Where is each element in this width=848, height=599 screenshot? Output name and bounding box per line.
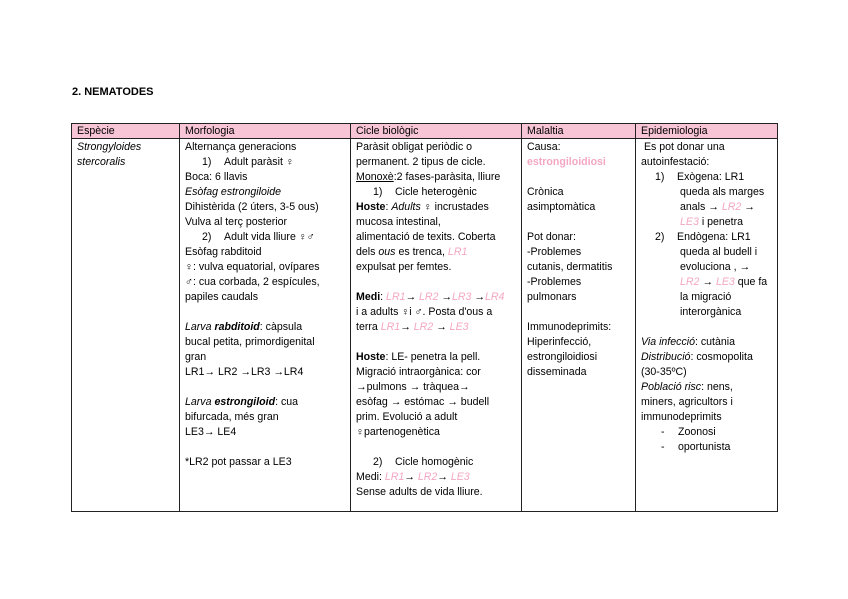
morf-line: bucal petita, primordigenital: [185, 336, 315, 348]
malaltia-line: pulmonars: [527, 291, 577, 303]
cicle-line: [356, 290, 517, 305]
epi-line: [641, 425, 773, 440]
epi-text: Zoonosi: [678, 426, 716, 438]
epi-line: [641, 380, 773, 395]
epi-text: oportunista: [678, 441, 731, 453]
morf-line: ♂: cua corbada, 2 espícules,: [185, 276, 320, 288]
morf-text: Adult vida lliure ♀♂: [224, 231, 315, 243]
morf-line: Dihistèrida (2 úters, 3-5 ous): [185, 201, 319, 213]
morf-line: Alternança generacions: [185, 141, 297, 153]
cicle-line: [356, 320, 517, 335]
epi-line: autoinfestació:: [641, 156, 710, 168]
morf-line: [185, 395, 346, 410]
malaltia-line: disseminada: [527, 366, 587, 378]
cicle-larva: LR1: [384, 471, 405, 483]
arrow: →: [437, 471, 448, 483]
epi-line: immunodeprimits: [641, 411, 722, 423]
arrow: →: [474, 291, 485, 303]
morf-line: [185, 320, 346, 335]
morf-text: : càpsula: [259, 321, 303, 333]
list-number: 2): [202, 231, 212, 243]
cicle-line: alimentació de texits. Coberta: [356, 231, 496, 243]
morf-line: Vulva al terç posterior: [185, 216, 288, 228]
table-header-row: [72, 124, 778, 139]
morf-line: [185, 230, 346, 245]
cicle-line: [356, 200, 517, 215]
cicle-text: es trenca,: [398, 246, 445, 258]
cicle-text: terra: [356, 321, 378, 333]
list-number: 2): [373, 456, 383, 468]
cicle-text: Medi:: [356, 471, 382, 483]
cicle-larva: LR2: [419, 291, 439, 303]
header-malaltia: Malaltia: [522, 124, 636, 139]
cicle-line: i a adults ♀i ♂. Posta d'ous a: [356, 306, 493, 318]
epi-line: queda als marges: [680, 186, 765, 198]
morf-line: LR1→ LR2 →LR3 →LR4: [185, 366, 304, 378]
cicle-text: Monoxè: [356, 171, 394, 183]
cicle-larva: LR2: [413, 321, 434, 333]
epi-larva: LE3: [715, 276, 735, 288]
cicle-line: esòfag → estómac → budell: [356, 396, 490, 408]
cicle-line: [356, 455, 517, 470]
cicle-text: : LE- penetra la pell.: [385, 351, 481, 363]
epi-line: [641, 215, 773, 230]
morf-line: ♀: vulva equatorial, ovípares: [185, 261, 320, 273]
malaltia-line: asimptomàtica: [527, 201, 596, 213]
epi-text: : cosmopolita: [690, 351, 753, 363]
cicle-line: Migració intraorgànica: cor: [356, 366, 481, 378]
cicle-larva: LR1: [447, 246, 468, 258]
morf-text: estrongiloid: [214, 396, 276, 408]
cicle-line: prim. Evolució a adult: [356, 411, 458, 423]
cicle-larva: LR2: [417, 471, 438, 483]
epi-line: [641, 170, 773, 185]
cicle-larva: LR1: [386, 291, 406, 303]
cicle-larva: LE3: [450, 471, 470, 483]
epi-line: (30-35ºC): [641, 366, 687, 378]
morf-text: rabditoid: [214, 321, 260, 333]
epi-line: [641, 200, 773, 215]
cicle-text: Medi: [356, 291, 381, 303]
epi-text: : cutània: [694, 336, 736, 348]
morf-note: *LR2 pot passar a LE3: [185, 456, 292, 468]
table-row: [72, 139, 778, 512]
disease-name: estrongiloidiosi: [527, 156, 606, 168]
cicle-text: ous: [378, 246, 396, 258]
morf-line: [185, 155, 346, 170]
epi-text: Distribució: [641, 351, 691, 363]
morf-text: Adult paràsit ♀: [224, 156, 294, 168]
cicle-line: →pulmons → tràquea→: [356, 381, 470, 393]
cell-especie: [72, 139, 180, 512]
epi-line: [641, 440, 773, 455]
epi-line: Es pot donar una: [641, 141, 725, 153]
epi-line: [641, 230, 773, 245]
cicle-line: Paràsit obligat periòdic o: [356, 141, 473, 153]
cicle-line: [356, 350, 517, 365]
epi-larva: LR2: [680, 276, 700, 288]
cicle-text: :: [380, 291, 384, 303]
cicle-line: ♀partenogenètica: [356, 426, 440, 438]
epi-text: Endògena: LR1: [677, 231, 751, 243]
header-morfologia: Morfologia: [180, 124, 351, 139]
cicle-larva: LR3: [452, 291, 472, 303]
malaltia-line: -Problemes: [527, 276, 582, 288]
header-cicle: Cicle biològic: [351, 124, 522, 139]
malaltia-line: Crònica: [527, 186, 564, 198]
species-name-line2: stercoralis: [77, 156, 126, 168]
cicle-line: [356, 170, 517, 185]
epi-line: [641, 275, 773, 290]
arrow: →: [441, 291, 453, 303]
epi-line: [641, 350, 773, 365]
malaltia-line: Immunodeprimits:: [527, 321, 612, 333]
cicle-line: [356, 245, 517, 260]
cicle-text: :2 fases-paràsita, lliure: [393, 171, 501, 183]
morf-line: Esòfag estrongiloide: [185, 186, 281, 198]
cicle-text: Hoste: [356, 351, 386, 363]
header-epidemiologia: Epidemiologia: [636, 124, 778, 139]
list-number: 1): [202, 156, 212, 168]
epi-line: [641, 335, 773, 350]
malaltia-line: Causa:: [527, 141, 561, 153]
malaltia-line: Hiperinfecció,: [527, 336, 592, 348]
cicle-line: Sense adults de vida lliure.: [356, 486, 483, 498]
cicle-text: dels: [356, 246, 376, 258]
epi-text: →: [702, 276, 713, 288]
cicle-larva: LR4: [485, 291, 505, 303]
epi-text: i penetra: [701, 216, 744, 228]
cicle-line: expulsat per femtes.: [356, 261, 452, 273]
epi-text: →: [744, 201, 755, 213]
list-number: 1): [655, 171, 665, 183]
cicle-line: mucosa intestinal,: [356, 216, 441, 228]
arrow: →: [436, 321, 447, 333]
malaltia-line: cutanis, dermatitis: [527, 261, 613, 273]
list-dash: -: [661, 426, 665, 438]
epi-text: Població risc: [641, 381, 702, 393]
epi-larva: LE3: [680, 216, 699, 228]
cicle-text: Adults ♀: [391, 201, 432, 213]
cicle-larva: LR1: [380, 321, 401, 333]
list-dash: -: [661, 441, 665, 453]
epi-text: Exògena: LR1: [677, 171, 745, 183]
arrow: →: [404, 471, 415, 483]
cicle-text: :: [385, 201, 389, 213]
malaltia-line: estrongiloidiosi: [527, 351, 598, 363]
morf-text: : cua: [275, 396, 299, 408]
morf-line: Boca: 6 llavis: [185, 171, 248, 183]
cell-epidemiologia: [636, 139, 778, 512]
epi-text: que fa: [737, 276, 768, 288]
cicle-text: Hoste: [356, 201, 386, 213]
morf-line: Esòfag rabditoid: [185, 246, 262, 258]
morf-text: Larva: [185, 321, 212, 333]
epi-larva: LR2: [721, 201, 742, 213]
morf-line: bifurcada, més gran: [185, 411, 279, 423]
cicle-larva: LE3: [449, 321, 469, 333]
arrow: →: [405, 291, 417, 303]
epi-text: anals →: [680, 201, 719, 213]
species-name-line1: Strongyloides: [77, 141, 142, 153]
malaltia-line: Pot donar:: [527, 231, 576, 243]
epi-line: la migració: [680, 291, 732, 303]
epi-text: : nens,: [701, 381, 733, 393]
morf-line: LE3→ LE4: [185, 426, 237, 438]
section-heading: 2. NEMATODES: [72, 86, 154, 98]
morf-line: gran: [185, 351, 207, 363]
epi-line: miners, agricultors i: [641, 396, 733, 408]
cell-malaltia: [522, 139, 636, 512]
cicle-text: Cicle homogènic: [395, 456, 474, 468]
morf-text: Larva: [185, 396, 212, 408]
cell-cicle: [351, 139, 522, 512]
cicle-text: Cicle heterogènic: [395, 186, 477, 198]
morf-line: papiles caudals: [185, 291, 259, 303]
list-number: 1): [373, 186, 383, 198]
arrow: →: [400, 321, 411, 333]
header-especie: Espècie: [72, 124, 180, 139]
epi-line: interorgànica: [680, 306, 742, 318]
list-number: 2): [655, 231, 665, 243]
cicle-text: incrustades: [434, 201, 489, 213]
epi-line: queda al budell i: [680, 246, 758, 258]
cicle-line: [356, 185, 517, 200]
epi-line: evoluciona , →: [680, 261, 751, 273]
cicle-line: [356, 470, 517, 485]
nematodes-table: [71, 123, 778, 512]
cicle-line: permanent. 2 tipus de cicle.: [356, 156, 486, 168]
malaltia-line: -Problemes: [527, 246, 582, 258]
epi-text: Via infecció: [641, 336, 695, 348]
cell-morfologia: [180, 139, 351, 512]
